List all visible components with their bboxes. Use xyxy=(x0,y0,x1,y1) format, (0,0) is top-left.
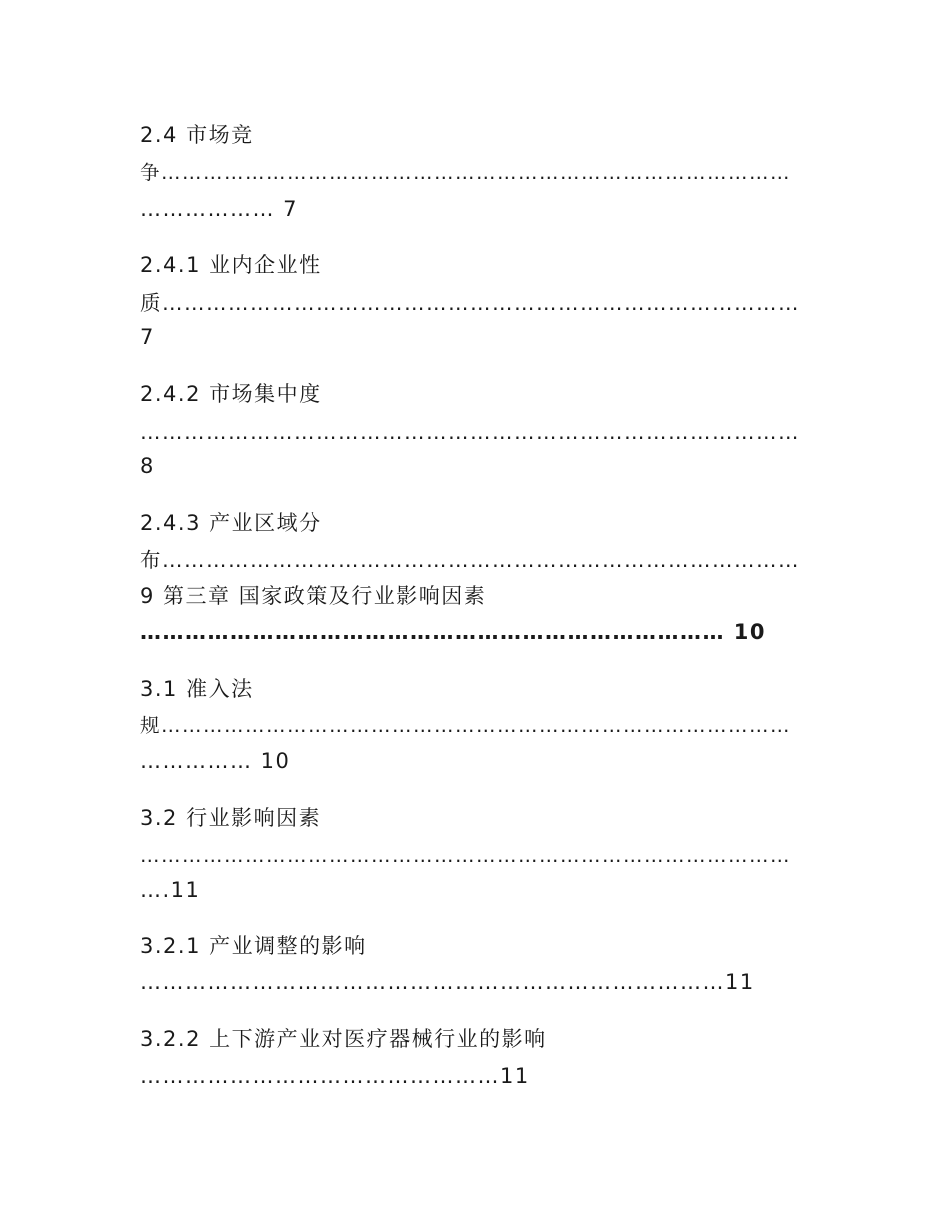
toc-entry-2-4-page: ……………… 7 xyxy=(140,197,299,221)
toc-entry-3-1-title[interactable]: 3.1 准入法 xyxy=(140,677,254,701)
toc-entry-chapter-3-title[interactable]: 9 第三章 国家政策及行业影响因素 xyxy=(140,584,487,608)
toc-entry-3-2-title[interactable]: 3.2 行业影响因素 xyxy=(140,806,322,830)
toc-entry-2-4-title[interactable]: 2.4 市场竞 xyxy=(140,123,254,147)
toc-entry-2-4-leader: 争……………………………………………………………………………… xyxy=(140,161,791,184)
toc-entry-chapter-3-leader: …………………………………………………………………… 10 xyxy=(140,620,767,644)
toc-entry-2-4-1-page: 7 xyxy=(140,325,155,349)
toc-entry-2-4-2-title[interactable]: 2.4.2 市场集中度 xyxy=(140,382,322,406)
toc-entry-3-2-2-leader: …………………………………………11 xyxy=(140,1064,530,1088)
toc-entry-3-2-page: ….11 xyxy=(140,878,201,902)
toc-entry-2-4-2-page: 8 xyxy=(140,454,155,478)
toc-entry-3-2-2-title[interactable]: 3.2.2 上下游产业对医疗器械行业的影响 xyxy=(140,1027,547,1051)
toc-entry-2-4-1-leader: 质…………………………………………………………………………… xyxy=(140,291,800,315)
toc-entry-2-4-3-leader: 布…………………………………………………………………………… xyxy=(140,548,800,572)
toc-entry-3-1-leader: 规……………………………………………………………………………… xyxy=(140,714,791,737)
toc-entry-3-2-leader: ………………………………………………………………………………… xyxy=(140,844,791,867)
toc-entry-3-1-page: …………… 10 xyxy=(140,749,291,773)
toc-entry-3-2-1-leader: ……………………………………………………………………11 xyxy=(140,970,755,994)
toc-entry-3-2-1-title[interactable]: 3.2.1 产业调整的影响 xyxy=(140,934,367,958)
toc-entry-2-4-2-leader: ……………………………………………………………………………… xyxy=(140,420,800,444)
toc-entry-2-4-1-title[interactable]: 2.4.1 业内企业性 xyxy=(140,253,322,277)
toc-entry-2-4-3-title[interactable]: 2.4.3 产业区域分 xyxy=(140,511,322,535)
